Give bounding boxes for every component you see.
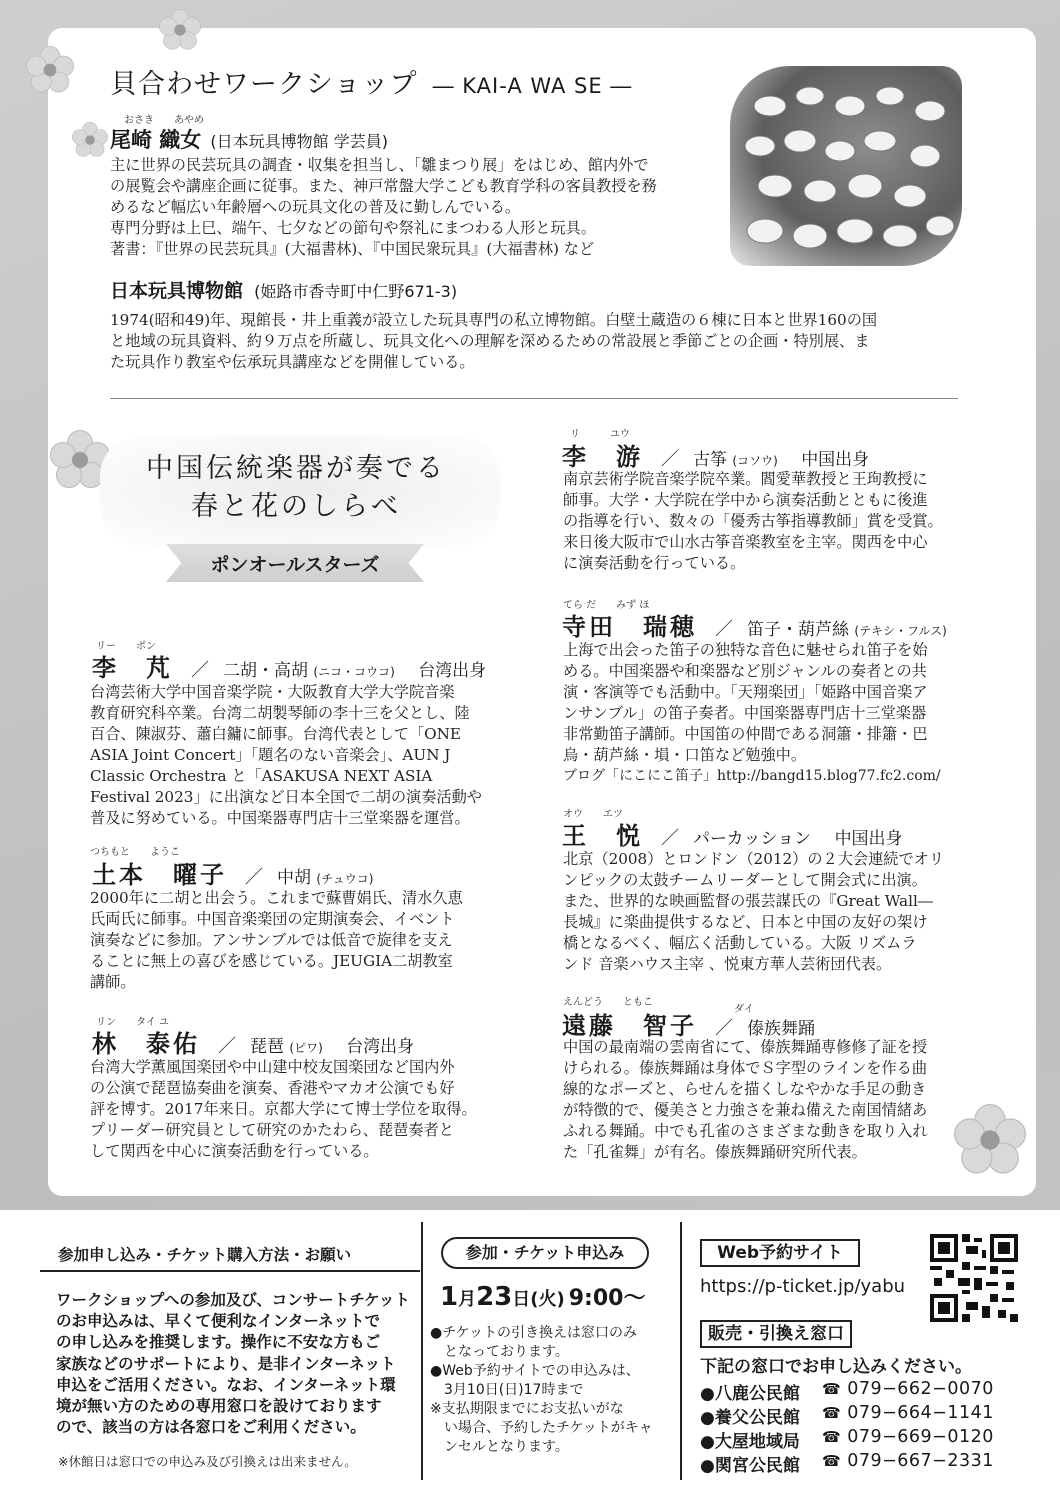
bio-line: 師事。大学・大学院在学中から演奏活動とともに後進	[563, 491, 928, 509]
workshop-title: 貝合わせワークショップ	[110, 69, 418, 100]
bio-line: 長城』に楽曲提供するなど、日本と中国の友好の架け	[563, 913, 928, 931]
tel-number: 079−669−0120	[847, 1427, 994, 1447]
lecturer-role: (日本玩具博物館 学芸員)	[210, 132, 388, 151]
apply-line: の申し込みを推奨します。操作に不安な方もご	[56, 1333, 381, 1352]
performer-heading: 土本 曜子 ／ 中胡 (チュウコ)	[92, 861, 374, 889]
desc-line: た玩具作り教室や伝承玩具講座などを開催している。	[110, 353, 475, 371]
bio-line: 橋となるべく、幅広く活動している。大阪 リズムラ	[563, 934, 917, 952]
performer-heading: 林 泰佑 ／ 琵琶 (ピワ) 台湾出身	[92, 1030, 415, 1058]
web-site-label: Web予約サイト	[700, 1239, 860, 1267]
bio-line: けられる。傣族舞踊は身体でＳ字型のラインを作る曲	[563, 1059, 928, 1077]
date-weekday: (火)	[530, 1289, 565, 1310]
note-line: となっております。	[430, 1344, 569, 1360]
venue-tel[interactable]	[822, 1403, 994, 1423]
bio-line: 教育研究科卒業。台湾二胡製琴師の李十三を父とし、陸	[90, 704, 470, 722]
performer-heading: 寺田 瑞穂 ／ 笛子・葫芦絲 (テキシ・フルス)	[562, 613, 947, 641]
apply-note: ※休館日は窓口での申込み及び引換えは出来ません。	[58, 1454, 357, 1469]
performer-name: 李 芃	[92, 654, 173, 682]
bio-line: また、世界的な映画監督の張芸謀氏の『Great Wall―	[563, 892, 933, 910]
bio-line: 台湾芸術大学中国音楽学院・大阪教育大学大学院音楽	[90, 683, 455, 701]
ticket-notes	[430, 1324, 653, 1457]
venue-name: ●関宮公民館	[700, 1456, 800, 1476]
note-line: い場合、予約したチケットがキャ	[430, 1420, 653, 1436]
performer-instrument: 笛子・葫芦絲	[747, 620, 849, 640]
lecturer-ruby: おさき あやめ	[124, 115, 204, 126]
bio-line: の公演で琵琶協奏曲を演奏、香港やマカオ公演でも好	[90, 1079, 455, 1097]
performer-bio	[563, 469, 943, 574]
performer-bio	[563, 640, 941, 787]
performer-name: 李 游	[562, 443, 643, 471]
desc-line: 1974(昭和49)年、現館長・井上重義が設立した玩具専門の私立博物館。白壁土蔵造の６棟に日本と世界160の国	[110, 311, 878, 329]
lecturer-bio	[110, 155, 657, 260]
bio-line: に演奏活動を行っている。	[563, 554, 746, 572]
performer-name: 王 悦	[562, 822, 643, 850]
blossom-icon	[159, 9, 201, 51]
performer-heading: 遠藤 智子 ／ 傣族舞踊	[562, 1012, 815, 1040]
performer-ruby: ダイ	[734, 1004, 754, 1015]
bio-line: ASIA Joint Concert」「題名のない音楽会」、AUN J	[90, 746, 451, 764]
performer-reading: (コソウ)	[732, 454, 778, 468]
concert-title-line2: 春と花のしらべ	[191, 491, 401, 522]
venue-tel[interactable]	[822, 1451, 994, 1471]
bio-line: 百合、陳淑芬、蕭白鏞に師事。台湾代表として「ONE	[90, 725, 461, 743]
performer-reading: (ピワ)	[289, 1041, 323, 1055]
sales-counter-label: 販売・引換え窓口	[700, 1320, 852, 1348]
blossom-icon	[26, 46, 74, 94]
apply-line: 境が無い方のための専用窓口を設けております	[56, 1397, 382, 1416]
performer-instrument: 傣族舞踊	[747, 1019, 815, 1039]
phone-icon: ☎	[822, 1428, 842, 1446]
bio-line: ることに無上の喜びを感じている。JEUGIA二胡教室	[90, 952, 453, 970]
apply-title-rule	[40, 1270, 420, 1272]
blossom-icon	[72, 122, 108, 158]
note-line: ンセルとなります。	[430, 1439, 569, 1455]
date-day: 23	[476, 1282, 513, 1312]
performer-instrument: 古筝	[693, 450, 727, 470]
qr-code-icon[interactable]	[930, 1234, 1018, 1322]
date-month-num: 1	[440, 1282, 459, 1312]
performer-ruby: リン タイ ユ	[96, 1017, 169, 1028]
performer-origin: 中国出身	[834, 829, 903, 849]
apply-date	[440, 1281, 645, 1312]
note-line: ※支払期限までにお支払いがな	[430, 1401, 624, 1417]
bio-line: 演奏などに参加。アンサンブルでは低音で旋律を支え	[90, 931, 453, 949]
bio-line: 講師。	[90, 973, 136, 991]
bio-line: 南京芸術学院音楽学院卒業。閻愛華教授と王珣教授に	[563, 470, 928, 488]
apply-title: 参加申し込み・チケット購入方法・お願い	[58, 1246, 352, 1264]
bio-line: Classic Orchestra と「ASAKUSA NEXT ASIA	[90, 767, 433, 785]
apply-line: ので、該当の方は各窓口をご利用ください。	[56, 1418, 366, 1437]
web-url-link[interactable]: https://p-ticket.jp/yabu	[700, 1276, 906, 1297]
performer-heading: 李 芃 ／ 二胡・高胡 (ニコ・コウコ) 台湾出身	[92, 654, 487, 682]
bio-line: 主に世界の民芸玩具の調査・収集を担当し、「雛まつり展」をはじめ、館内外で	[110, 156, 649, 174]
performer-ruby: オウ エツ	[563, 809, 623, 820]
performer-name: 遠藤 智子	[562, 1012, 697, 1040]
performer-heading: 王 悦 ／ パーカッション 中国出身	[562, 822, 903, 850]
date-time: 9:00〜	[568, 1286, 646, 1311]
bio-line: 台湾大学薫風国楽団や中山建中校友国楽団など国内外	[90, 1058, 455, 1076]
desc-line: と地域の玩具資料、約９万点を所蔵し、玩具文化への理解を深めるための常設展と季節ごとの企画・特別展、ま	[110, 332, 870, 350]
apply-line: ワークショップへの参加及び、コンサートチケット	[56, 1291, 410, 1309]
bio-line: の展覧会や講座企画に従事。また、神戸常盤大学こども教育学科の客員教授を務	[110, 177, 657, 195]
note-line: ●チケットの引き換えは窓口のみ	[430, 1325, 637, 1341]
date-day-label: 日	[512, 1289, 531, 1310]
performer-instrument: 中胡	[277, 868, 311, 888]
group-name: ポンオールスターズ	[210, 554, 380, 576]
bio-line: 来日後大阪市で山水古筝音楽教室を主宰。関西を中心	[563, 533, 928, 551]
note-line: 3月10日(日)17時まで	[430, 1382, 584, 1398]
workshop-heading	[110, 62, 632, 101]
apply-line: 家族などのサポートにより、是非インターネット	[56, 1354, 396, 1373]
tel-number: 079−662−0070	[847, 1379, 994, 1399]
bio-line: Festival 2023」に出演など日本全国で二胡の演奏活動や	[90, 788, 482, 806]
performer-origin: 台湾出身	[418, 661, 487, 681]
footer-divider	[680, 1222, 682, 1480]
phone-icon: ☎	[822, 1404, 842, 1422]
bio-line: プリーダー研究員として研究のかたわら、琵琶奏者と	[90, 1121, 454, 1139]
phone-icon: ☎	[822, 1380, 842, 1398]
bio-line: 北京（2008）とロンドン（2012）の２大会連続でオリ	[563, 850, 945, 868]
section-divider	[110, 398, 958, 399]
note-line: ●Web予約サイトでの申込みは、	[430, 1363, 640, 1379]
performer-reading: (チュウコ)	[316, 872, 374, 886]
bio-line: めるなど幅広い年齢層への玩具文化の普及に勤しんでいる。	[110, 198, 521, 216]
venue-name: ●大屋地域局	[700, 1432, 800, 1452]
performer-bio	[563, 1037, 928, 1163]
blossom-icon	[954, 1104, 1026, 1176]
bio-line: 上海で出会った笛子の独特な音色に魅せられ笛子を始	[563, 641, 928, 659]
bio-line: める。中国楽器や和楽器など別ジャンルの奏者との共	[563, 662, 927, 680]
venue-name: ●養父公民館	[700, 1408, 800, 1428]
venue-tel[interactable]	[822, 1379, 994, 1399]
performer-instrument: パーカッション	[693, 829, 812, 849]
ticket-apply-pill: 参加・チケット申込み	[441, 1237, 649, 1269]
apply-line: のお申込みは、早くて便利なインターネットで	[56, 1312, 381, 1331]
museum-address: (姫路市香寺町中仁野671-3)	[254, 282, 458, 301]
performer-origin: 中国出身	[801, 450, 870, 470]
footer-divider	[421, 1222, 423, 1480]
workshop-subtitle: ― KAI-A WA SE ―	[432, 74, 633, 98]
bio-line: 線的なポーズと、らせんを描くしなやかな手足の動き	[563, 1080, 927, 1098]
performer-ruby: えんどう ともこ	[563, 997, 653, 1008]
museum-desc	[110, 310, 877, 373]
performer-name: 林 泰佑	[92, 1030, 200, 1058]
museum-name: 日本玩具博物館	[110, 280, 244, 302]
performer-ruby: てら だ みず ほ	[563, 600, 650, 611]
bio-line: ンド 音楽ハウス主宰 、悦東方華人芸術団代表。	[563, 955, 892, 973]
bio-line: ンサンブル」の笛子奏者。中国楽器専門店十三堂楽器	[563, 704, 927, 722]
bio-line: 専門分野は上巳、端午、七夕などの節句や祭礼にまつわる人形と玩具。	[110, 219, 596, 237]
performer-bio	[90, 888, 463, 993]
sales-intro: 下記の窓口でお申し込みください。	[700, 1357, 972, 1377]
bio-line: 烏・葫芦絲・塤・口笛など勉強中。	[563, 746, 806, 764]
bio-line: 非常勤笛子講師。中国笛の仲間である洞簫・排簫・巴	[563, 725, 928, 743]
apply-body	[56, 1290, 410, 1438]
performer-ruby: リ ユウ	[570, 429, 630, 440]
apply-line: 申込をご活用ください。なお、インターネット環	[56, 1375, 396, 1394]
bio-line: が特徴的で、優美さと力強さを兼ね備えた南国情緒あ	[563, 1101, 928, 1119]
bio-line: ふれる舞踊。中でも孔雀のさまざまな動きを取り入れ	[563, 1122, 928, 1140]
tel-number: 079−667−2331	[847, 1451, 994, 1471]
museum-heading	[110, 276, 457, 303]
lecturer-name: 尾崎 織女	[110, 128, 202, 152]
bio-line: 氏両氏に師事。中国音楽楽団の定期演奏会、イベント	[90, 910, 455, 928]
performer-instrument: 二胡・高胡	[223, 661, 308, 681]
bio-line: 評を博す。2017年来日。京都大学にて博士学位を取得。	[90, 1100, 477, 1118]
bio-line: た「孔雀舞」が有名。傣族舞踊研究所代表。	[563, 1143, 867, 1161]
performer-bio	[90, 682, 482, 829]
concert-title-line1: 中国伝統楽器が奏でる	[146, 453, 446, 484]
shells-photo	[730, 66, 962, 266]
bio-line: 普及に努めている。中国楽器専門店十三堂楽器を運営。	[90, 809, 470, 827]
venue-tel[interactable]	[822, 1427, 994, 1447]
bio-line: 著書：『世界の民芸玩具』(大福書林)、『中国民衆玩具』(大福書林) など	[110, 240, 595, 258]
performer-reading: (ニコ・コウコ)	[313, 665, 395, 679]
performer-heading: 李 游 ／ 古筝 (コソウ) 中国出身	[562, 443, 870, 471]
date-month-label: 月	[458, 1289, 477, 1310]
bio-line: 中国の最南端の雲南省にて、傣族舞踊専修修了証を授	[563, 1038, 928, 1056]
performer-ruby: リー ポン	[96, 641, 156, 652]
performer-bio	[563, 849, 944, 975]
bio-line: して関西を中心に演奏活動を行っている。	[90, 1142, 379, 1160]
performer-ruby: つちもと ようこ	[90, 847, 180, 858]
performer-reading: (テキシ・フルス)	[854, 624, 947, 638]
bio-line: の指導を行い、数々の「優秀古筝指導教師」賞を受賞。	[563, 512, 943, 530]
tel-number: 079−664−1141	[847, 1403, 994, 1423]
bio-line: 演・客演等でも活動中。「天翔楽団」「姫路中国音楽ア	[563, 683, 928, 701]
bio-line: 2000年に二胡と出会う。これまで蘇曹娟氏、清水久恵	[90, 889, 463, 907]
bio-line: ンピックの太鼓チームリーダーとして開会式に出演。	[563, 871, 927, 889]
shells-image	[730, 66, 962, 266]
performer-name: 土本 曜子	[92, 861, 227, 889]
lecturer-heading	[110, 124, 388, 154]
venue-name: ●八鹿公民館	[700, 1384, 800, 1404]
phone-icon: ☎	[822, 1452, 842, 1470]
performer-bio	[90, 1057, 477, 1162]
performer-instrument: 琵琶	[250, 1037, 284, 1057]
performer-origin: 台湾出身	[346, 1037, 415, 1057]
performer-name: 寺田 瑞穂	[562, 613, 697, 641]
bio-line: ブログ「にこにこ笛子」http://bangd15.blog77.fc2.com/	[563, 768, 941, 784]
